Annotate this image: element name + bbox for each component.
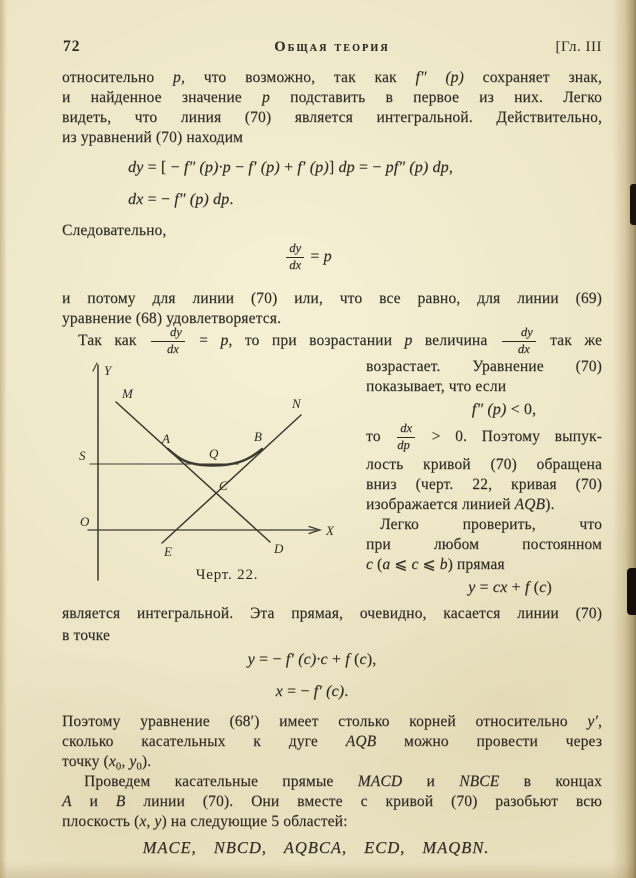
figure-label-Y: Y [104, 363, 112, 378]
page-left-edge-shadow [0, 0, 7, 878]
equation-dydx: $\frac{dy}{dx}$ = p [62, 240, 554, 273]
regions-list: MACE, NBCD, AQBCA, ECD, MAQBN. [142, 838, 490, 857]
text-line: видеть, что линия (70) является интегральной. Действительно, [62, 109, 602, 126]
text-line: Легко проверить, что [380, 516, 602, 533]
figure-label-Q: Q [209, 446, 219, 461]
scan-artifact-mark-top [630, 184, 636, 225]
text-line: при любом постоянном [366, 536, 602, 553]
text-line: сколько касательных к дуге AQB можно провести через [62, 733, 602, 750]
text-line: является интегральной. Эта прямая, очевидно, касается линии (70) [62, 605, 602, 622]
figure-label-X: X [326, 523, 334, 538]
figure-label-C: C [219, 478, 228, 493]
text-line: то $\frac{dx}{dp}$ > 0. Поэтому выпук- [366, 421, 602, 452]
text-line: и потому для линии (70) или, что все равно, для линии (69) [62, 290, 602, 307]
scan-artifact-mark-bottom [627, 568, 636, 615]
text-line: Поэтому уравнение (68′) имеет столько корней относительно y′, [62, 713, 602, 730]
text-line: вниз (черт. 22, кривая (70) [366, 476, 602, 493]
text-line: Так как $\frac{dy}{dx}$ = p, то при возрастании p величина $\frac{dy}{dx}$ так же [78, 325, 603, 356]
equation-tangent-x: x = − f′ (c). [275, 683, 349, 700]
figure-label-M: M [122, 386, 133, 401]
figure-label-B: B [254, 429, 262, 444]
text-line: показывает, что если [366, 378, 507, 395]
text-line: из уравнений (70) находим [62, 129, 244, 146]
text-line: относительно p, что возможно, так как f″ (p) сохраняет знак, [62, 69, 602, 86]
text-line: Следовательно, [62, 222, 167, 239]
figure-caption: Черт. 22. [195, 567, 259, 583]
text-line: лость кривой (70) обращена [366, 456, 602, 473]
text-line: возрастает. Уравнение (70) [366, 358, 602, 375]
figure-label-O: O [80, 514, 90, 529]
text-line: плоскость (x, y) на следующие 5 областей: [62, 813, 348, 830]
page-bottom-edge-shadow [0, 862, 636, 878]
text-line: в точке [62, 627, 110, 644]
figure-label-A: A [162, 431, 170, 446]
figure-line-MACD [116, 402, 270, 542]
text-line: c (a ⩽ c ⩽ b) прямая [366, 556, 505, 573]
text-line: точку ($x_0$, $y_0$). [62, 753, 152, 773]
equation-dy: dy = [ − f″ (p)·p − f′ (p) + f′ (p)] dp = − pf″ (p) dp, [128, 159, 453, 176]
text-line: уравнение (68) удовлетворяется. [62, 310, 282, 327]
equation-dx: dx = − f″ (p) dp. [128, 191, 234, 208]
figure-y-axis-tick [93, 363, 97, 371]
page-right-edge-shadow [612, 0, 636, 878]
figure-label-D: D [274, 541, 284, 556]
figure-diagram-chert-22 [78, 360, 368, 586]
text-line: и найденное значение p подставить в первое из них. Легко [62, 89, 602, 106]
figure-label-S: S [79, 448, 86, 463]
equation-y-cx-fc: y = cx + f (c) [468, 579, 552, 596]
text-line: Проведем касательные прямые MACD и NBCE в концах [84, 773, 602, 790]
text-line: изображается линией AQB). [366, 496, 555, 513]
figure-line-NBCE [162, 415, 301, 543]
figure-label-E: E [164, 544, 172, 559]
chapter-reference: [Гл. III [555, 39, 602, 55]
equation-tangent-y: y = − f′ (c)·c + f (c), [247, 651, 377, 668]
page-number: 72 [63, 38, 81, 55]
text-line: A и B линии (70). Они вместе с кривой (70) разобьют всю [62, 793, 603, 810]
running-title: Общая теория [274, 39, 390, 55]
equation-fpp-negative: f″ (p) < 0, [471, 401, 537, 418]
figure-label-N: N [292, 396, 301, 411]
